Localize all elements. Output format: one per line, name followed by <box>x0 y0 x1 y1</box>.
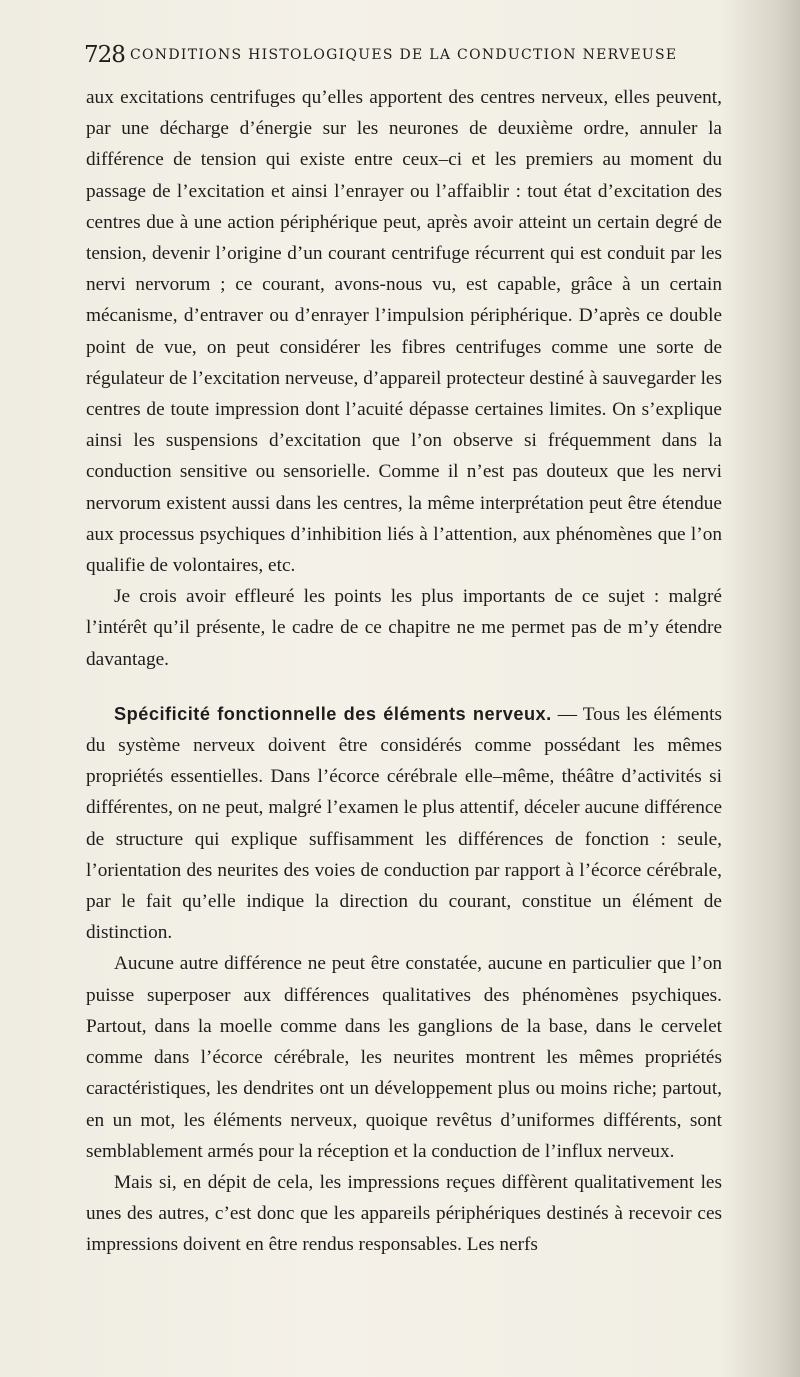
body-text <box>86 82 722 1261</box>
paragraph: Aucune autre différence ne peut être constatée, aucune en particulier que l’on puisse superposer aux différences qualitatives des phénomènes psychiques. Partout, dans la moelle comme dans les ganglions de la base, dans le cervelet comme dans l’écorce cérébrale, les neurites montrent les mêmes propriétés caractéristiques, les dendrites ont un développement plus ou moins riche; partout, en un mot, les éléments nerveux, quoique revêtus d’uniformes différents, sont semblablement armés pour la réception et la conduction de l’influx nerveux. <box>86 953 722 1162</box>
section-gap <box>86 675 722 699</box>
section-title: Spécificité fonctionnelle des éléments nerveux. <box>114 703 552 724</box>
section-lead: — Tous les éléments du système nerveux doivent être considérés comme possédant les mêmes propriétés essentielles. Dans l’écorce cérébrale elle–même, théâtre d’activités si différentes, on ne peut, malgré l’examen le plus attentif, déceler aucune différence de structure qui explique suffisamment les différences de fonction : seule, l’orientation des neurites des voies de conduction par rapport à l’écorce cérébrale, par le fait qu’elle indique la direction du courant, constitue un élément de distinction. <box>86 703 722 944</box>
running-title: CONDITIONS HISTOLOGIQUES DE LA CONDUCTION NERVEUSE <box>130 47 678 63</box>
page-header <box>84 42 724 72</box>
paragraph: aux excitations centrifuges qu’elles apportent des centres nerveux, elles peuvent, par une décharge d’énergie sur les neurones de deuxième ordre, annuler la différence de tension qui existe entre ceux–ci et les premiers au moment du passage de l’excitation et ainsi l’enrayer ou l’affaiblir : tout état d’excitation des centres due à une action périphérique peut, après avoir atteint un certain degré de tension, devenir l’origine d’un courant centrifuge récurrent qui est conduit par les nervi nervorum ; ce courant, avons-nous vu, est capable, grâce à un certain mécanisme, d’entraver ou d’enrayer l’impulsion périphérique. D’après ce double point de vue, on peut considérer les fibres centrifuges comme une sorte de régulateur de l’excitation nerveuse, d’appareil protecteur destiné à sauvegarder les centres de toute impression dont l’acuité dépasse certaines limites. On s’explique ainsi les suspensions d’excitation que l’on observe si fréquemment dans la conduction sensitive ou sensorielle. Comme il n’est pas douteux que les nervi nervorum existent aussi dans les centres, la même interprétation peut être étendue aux processus psychiques d’inhibition liés à l’attention, aux phénomènes que l’on qualifie de volontaires, etc. <box>86 87 722 577</box>
section-paragraph <box>86 699 722 949</box>
page-number: 728 <box>84 42 125 68</box>
paragraph: Mais si, en dépit de cela, les impressions reçues diffèrent qualitativement les unes des autres, c’est donc que les appareils périphériques destinés à recevoir ces impressions doivent en être rendus responsables. Les nerfs <box>86 1171 722 1256</box>
paragraph: Je crois avoir effleuré les points les plus importants de ce sujet : malgré l’intérêt qu’il présente, le cadre de ce chapitre ne me permet pas de m’y étendre davantage. <box>86 586 722 670</box>
